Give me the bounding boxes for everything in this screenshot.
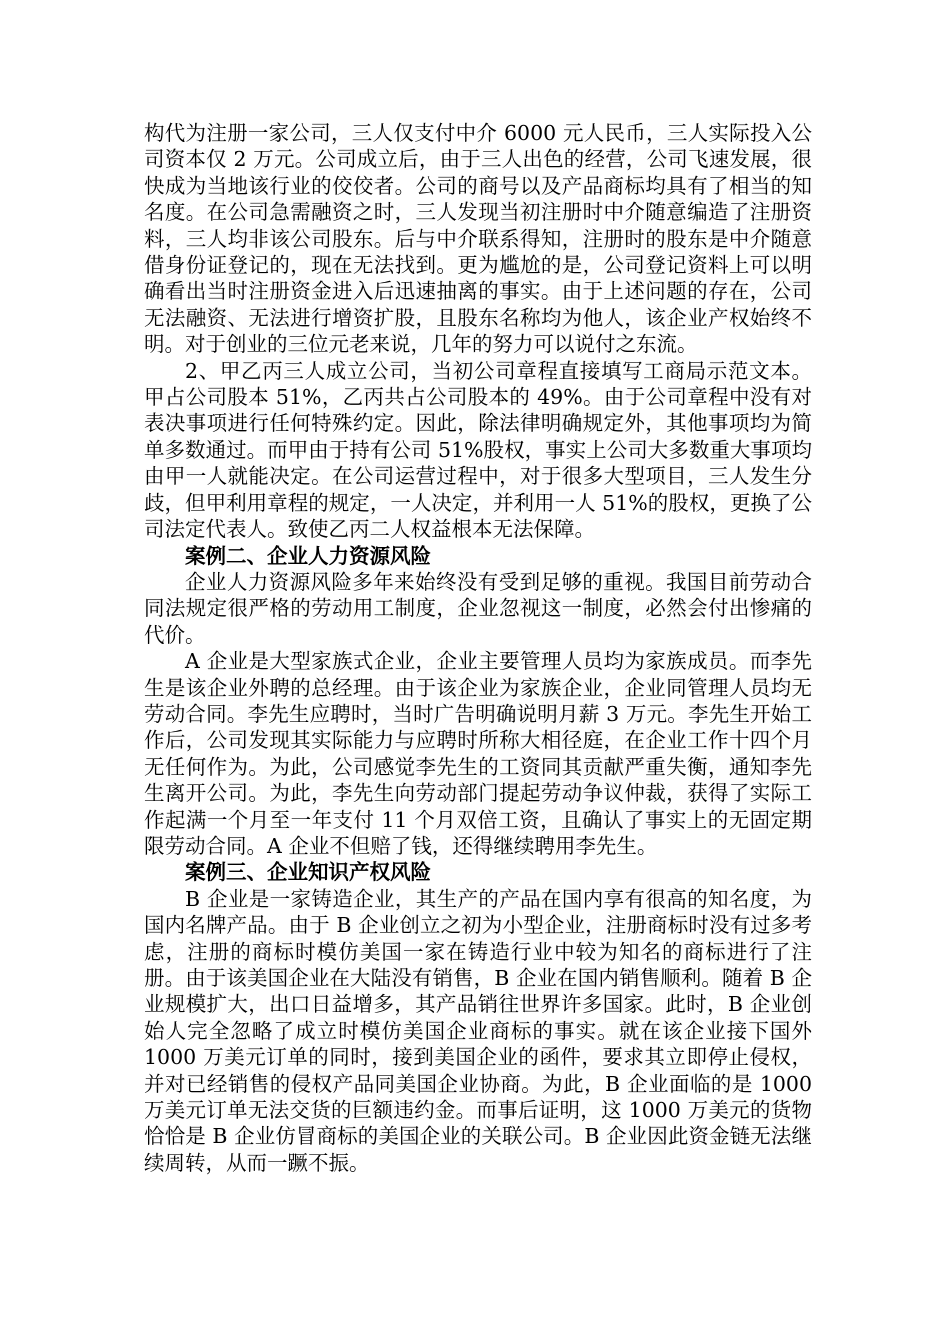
paragraph-case3-example: B 企业是一家铸造企业，其生产的产品在国内享有很高的知名度，为国内名牌产品。由于 B 企业创立之初为小型企业，注册商标时没有过多考虑，注册的商标时模仿美国一家在铸造行业中较为知名的商标进行了注册。由于该美国企业在大陆没有销售，B 企业在国内销售顺利。随着 B 企业规模扩大，出口日益增多，其产品销往世界许多国家。此时，B 企业创始人完全忽略了成立时模仿美国企业商标的事实。就在该企业接下国外 1000 万美元订单的同时，接到美国企业的函件，要求其立即停止侵权，并对已经销售的侵权产品同美国企业协商。为此，B 企业面临的是 1000 万美元订单无法交货的巨额违约金。而事后证明，这 1000 万美元的货物恰恰是 B 企业仿冒商标的美国企业的关联公司。B 企业因此资金链无法继续周转，从而一蹶不振。 (144, 886, 812, 1175)
paragraph-case2-intro: 企业人力资源风险多年来始终没有受到足够的重视。我国目前劳动合同法规定很严格的劳动用工制度，企业忽视这一制度，必然会付出惨痛的代价。 (144, 569, 812, 647)
heading-case2: 案例二、企业人力资源风险 (185, 543, 431, 568)
paragraph-case1-item2: 2、甲乙丙三人成立公司，当初公司章程直接填写工商局示范文本。甲占公司股本 51%，乙丙共占公司股本的 49%。由于公司章程中没有对表决事项进行任何特殊约定。因此，除法律明确规定外，其他事项均为简单多数通过。而甲由于持有公司 51%股权，事实上公司大多数重大事项均由甲一人就能决定。在公司运营过程中，对于很多大型项目，三人发生分歧，但甲利用章程的规定，一人决定，并利用一人 51%的股权，更换了公司法定代表人。致使乙丙二人权益根本无法保障。 (144, 358, 812, 542)
paragraph-case2-example: A 企业是大型家族式企业，企业主要管理人员均为家族成员。而李先生是该企业外聘的总经理。由于该企业为家族企业，企业同管理人员均无劳动合同。李先生应聘时，当时广告明确说明月薪 3 万元。李先生开始工作后，公司发现其实际能力与应聘时所称大相径庭，在企业工作十四个月无任何作为。为此，公司感觉李先生的工资同其贡献严重失衡，通知李先生离开公司。为此，李先生向劳动部门提起劳动争议仲裁，获得了实际工作起满一个月至一年支付 11 个月双倍工资，且确认了事实上的无固定期限劳动合同。A 企业不但赔了钱，还得继续聘用李先生。 (144, 649, 812, 858)
paragraph-case1-continuation: 构代为注册一家公司，三人仅支付中介 6000 元人民币，三人实际投入公司资本仅 2 万元。公司成立后，由于三人出色的经营，公司飞速发展，很快成为当地该行业的佼佼者。公司的商号以及产品商标均具有了相当的知名度。在公司急需融资之时，三人发现当初注册时中介随意编造了注册资料，三人均非该公司股东。后与中介联系得知，注册时的股东是中介随意借身份证登记的，现在无法找到。更为尴尬的是，公司登记资料上可以明确看出当时注册资金进入后迅速抽离的事实。由于上述问题的存在，公司无法融资、无法进行增资扩股，且股东名称均为他人，该企业产权始终不明。对于创业的三位元老来说，几年的努力可以说付之东流。 (144, 121, 812, 357)
document-page (144, 120, 812, 1176)
heading-case3: 案例三、企业知识产权风险 (185, 860, 431, 885)
